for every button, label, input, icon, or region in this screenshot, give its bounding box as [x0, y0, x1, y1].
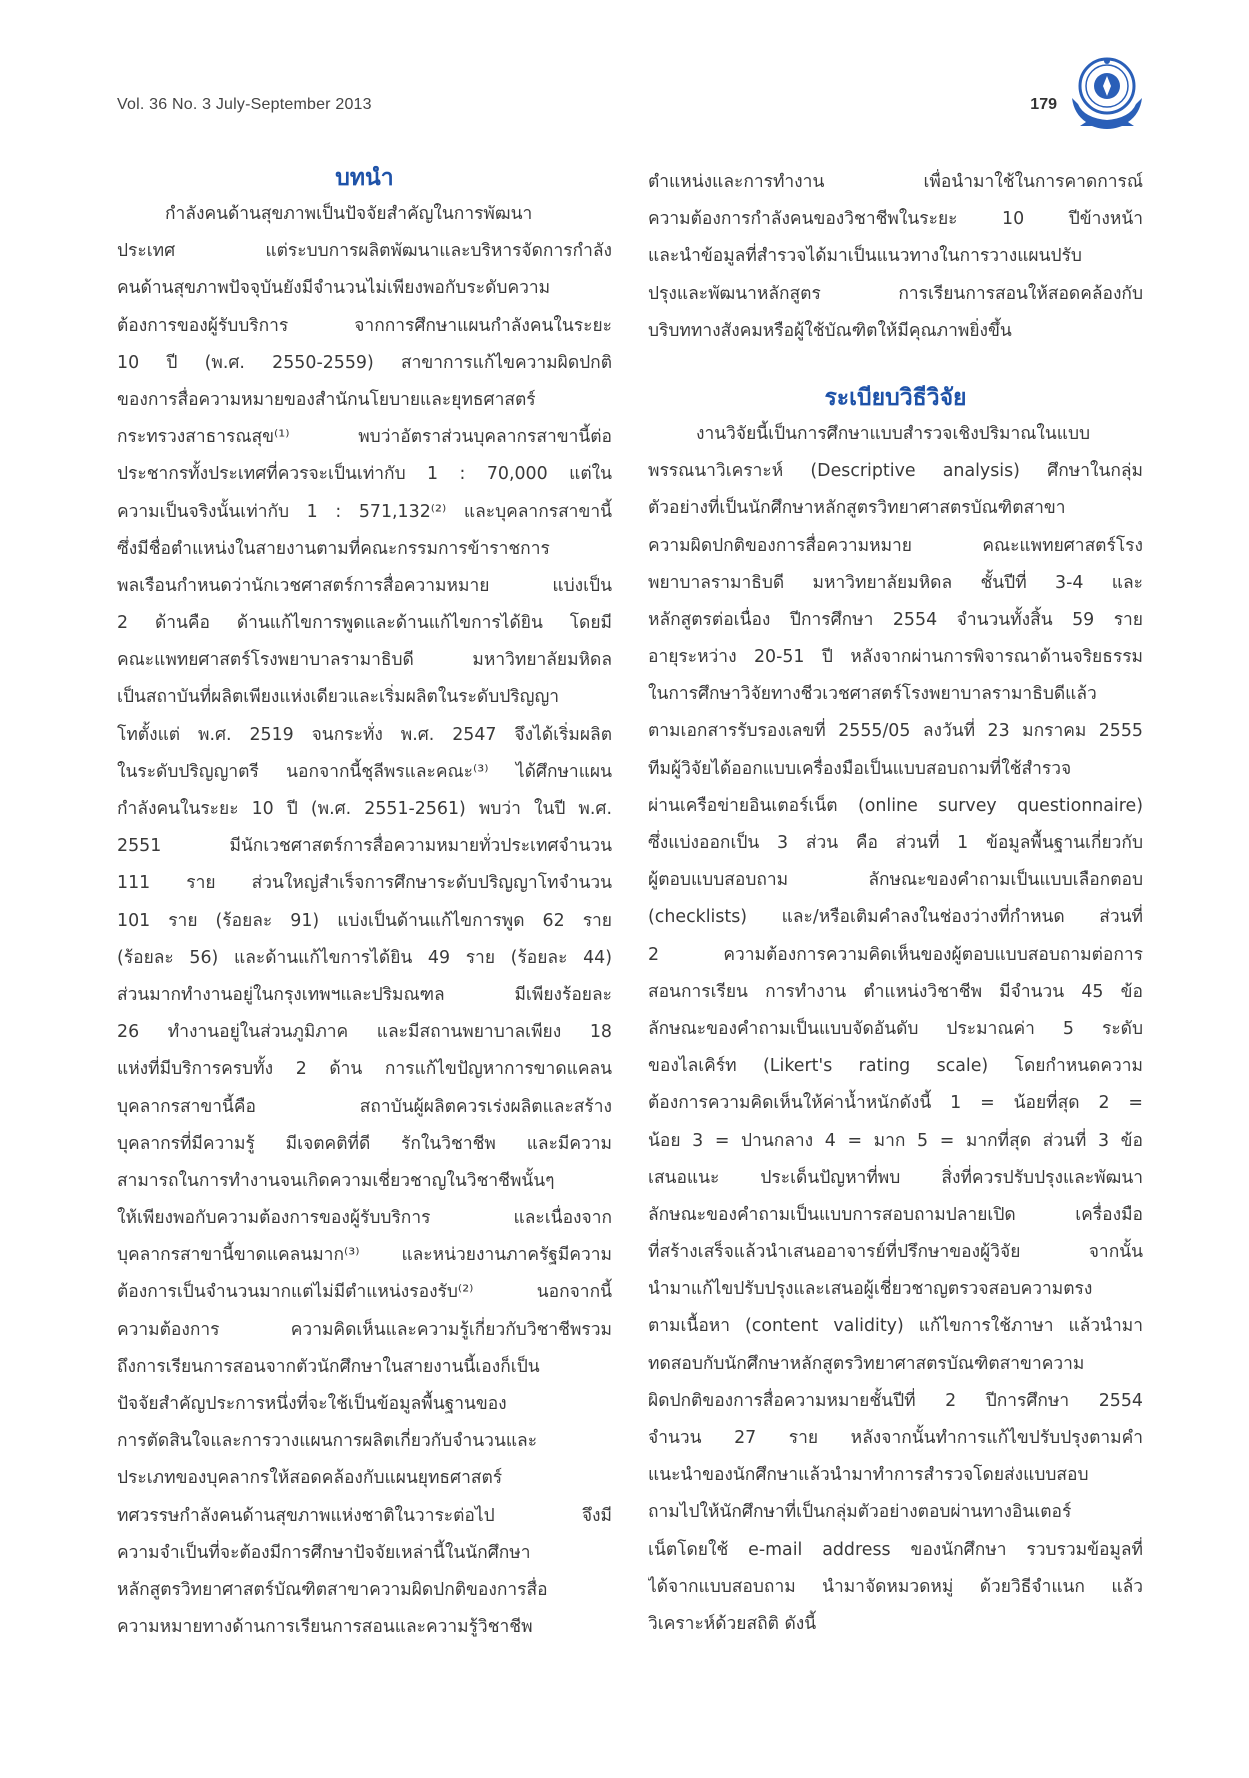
page-header	[117, 92, 1057, 132]
text-line: แห่งที่มีบริการครบทั้ง 2 ด้าน การแก้ไขปัญหาการขาดแคลน	[117, 1059, 612, 1080]
text-line: น้อย 3 = ปานกลาง 4 = มาก 5 = มากที่สุด ส่วนที่ 3 ข้อ	[648, 1130, 1143, 1151]
text-line: ความผิดปกติของการสื่อความหมาย คณะแพทยศาสตร์โรง	[648, 535, 1143, 556]
text-line: ผ่านเครือข่ายอินเตอร์เน็ต (online survey questionnaire)	[648, 795, 1143, 816]
text-line: กำลังคนด้านสุขภาพเป็นปัจจัยสำคัญในการพัฒนา	[165, 204, 533, 224]
text-line: 2 ความต้องการความคิดเห็นของผู้ตอบแบบสอบถามต่อการ	[648, 944, 1143, 965]
text-line: ทีมผู้วิจัยได้ออกแบบเครื่องมือเป็นแบบสอบถามที่ใช้สำรวจ	[648, 758, 1072, 779]
journal-citation: Vol. 36 No. 3 July-September 2013	[117, 96, 372, 113]
text-line: (ร้อยละ 56) และด้านแก้ไขการได้ยิน 49 ราย (ร้อยละ 44)	[117, 947, 612, 968]
text-line: สอนการเรียน การทำงาน ตำแหน่งวิชาชีพ มีจำนวน 45 ข้อ	[648, 981, 1143, 1002]
page-number: 179	[1030, 96, 1057, 113]
text-line: 111 ราย ส่วนใหญ่สำเร็จการศึกษาระดับปริญญาโทจำนวน	[117, 873, 612, 894]
text-line: ได้จากแบบสอบถาม นำมาจัดหมวดหมู่ ด้วยวิธีจำแนก แล้ว	[648, 1576, 1143, 1597]
text-line: อายุระหว่าง 20-51 ปี หลังจากผ่านการพิจารณาด้านจริยธรรม	[648, 647, 1143, 668]
text-line: ผิดปกติของการสื่อความหมายชั้นปีที่ 2 ปีการศึกษา 2554	[648, 1390, 1143, 1411]
text-line: ตัวอย่างที่เป็นนักศึกษาหลักสูตรวิทยาศาสตรบัณฑิตสาขา	[648, 498, 1066, 519]
text-line: แนะนำของนักศึกษาแล้วนำมาทำการสำรวจโดยส่งแบบสอบ	[648, 1465, 1089, 1486]
text-line: ของการสื่อความหมายของสำนักนโยบายและยุทธศาสตร์	[117, 389, 536, 410]
text-line: ซึ่งมีชื่อตำแหน่งในสายงานตามที่คณะกรรมการข้าราชการ	[117, 538, 550, 559]
text-line: โทตั้งแต่ พ.ศ. 2519 จนกระทั่ง พ.ศ. 2547 จึงได้เริ่มผลิต	[117, 724, 612, 745]
text-line: ต้องการความคิดเห็นให้ค่าน้ำหนักดังนี้ 1 = น้อยที่สุด 2 =	[648, 1093, 1143, 1114]
text-line: ถามไปให้นักศึกษาที่เป็นกลุ่มตัวอย่างตอบผ่านทางอินเตอร์	[648, 1502, 1072, 1523]
text-line: พยาบาลรามาธิบดี มหาวิทยาลัยมหิดล ชั้นปีที่ 3-4 และ	[648, 572, 1143, 593]
left-column	[117, 160, 612, 1646]
text-line: วิเคราะห์ด้วยสถิติ ดังนี้	[648, 1613, 817, 1634]
text-line: บุคลากรสาขานี้ขาดแคลนมาก⁽³⁾ และหน่วยงานภาครัฐมีความ	[117, 1245, 612, 1266]
text-line: บุคลากรที่มีความรู้ มีเจตคติที่ดี รักในวิชาชีพ และมีความ	[117, 1133, 612, 1154]
text-line: บุคลากรสาขานี้คือ สถาบันผู้ผลิตควรเร่งผลิตและสร้าง	[117, 1096, 612, 1117]
text-line: ตามเอกสารรับรองเลขที่ 2555/05 ลงวันที่ 23 มกราคม 2555	[648, 721, 1143, 742]
text-line: คนด้านสุขภาพปัจจุบันยังมีจำนวนไม่เพียงพอกับระดับความ	[117, 278, 551, 299]
text-line: 2 ด้านคือ ด้านแก้ไขการพูดและด้านแก้ไขการได้ยิน โดยมี	[117, 613, 612, 634]
text-line: ประชากรทั้งประเทศที่ควรจะเป็นเท่ากับ 1 : 70,000 แต่ใน	[117, 464, 612, 485]
introduction-heading: บทนำ	[335, 165, 394, 191]
text-line: ส่วนมากทำงานอยู่ในกรุงเทพฯและปริมณฑล มีเพียงร้อยละ	[117, 984, 612, 1005]
text-line: หลักสูตรต่อเนื่อง ปีการศึกษา 2554 จำนวนทั้งสิ้น 59 ราย	[648, 609, 1143, 630]
text-line: ทศวรรษกำลังคนด้านสุขภาพแห่งชาติในวาระต่อไป จึงมี	[117, 1505, 612, 1526]
methods-text	[648, 416, 1143, 1643]
university-seal-icon	[1066, 52, 1148, 130]
text-line: ความเป็นจริงนั้นเท่ากับ 1 : 571,132⁽²⁾ และบุคลากรสาขานี้	[117, 501, 612, 522]
text-line: ในการศึกษาวิจัยทางชีวเวชศาสตร์โรงพยาบาลรามาธิบดีแล้ว	[648, 684, 1097, 705]
text-line: 26 ทำงานอยู่ในส่วนภูมิภาค และมีสถานพยาบาลเพียง 18	[117, 1022, 612, 1043]
text-line: ถึงการเรียนการสอนจากตัวนักศึกษาในสายงานนี้เองก็เป็น	[117, 1356, 540, 1377]
text-line: หลักสูตรวิทยาศาสตร์บัณฑิตสาขาความผิดปกติของการสื่อ	[117, 1579, 548, 1600]
text-line: บริบททางสังคมหรือผู้ใช้บัณฑิตให้มีคุณภาพยิ่งขึ้น	[648, 320, 1012, 341]
text-line: งานวิจัยนี้เป็นการศึกษาแบบสำรวจเชิงปริมาณในแบบ	[696, 423, 1091, 444]
introduction-text	[117, 196, 612, 1646]
text-line: ต้องการของผู้รับบริการ จากการศึกษาแผนกำลังคนในระยะ	[117, 315, 612, 336]
text-line: นำมาแก้ไขปรับปรุงและเสนอผู้เชี่ยวชาญตรวจสอบความตรง	[648, 1279, 1093, 1300]
text-line: เน็ตโดยใช้ e-mail address ของนักศึกษา รวบรวมข้อมูลที่	[648, 1539, 1143, 1560]
text-line: ความต้องการ ความคิดเห็นและความรู้เกี่ยวกับวิชาชีพรวม	[117, 1319, 612, 1340]
text-line: จำนวน 27 ราย หลังจากนั้นทำการแก้ไขปรับปรุงตามคำ	[648, 1428, 1143, 1448]
text-line: เป็นสถาบันที่ผลิตเพียงแห่งเดียวและเริ่มผลิตในระดับปริญญา	[117, 687, 560, 708]
text-line: พลเรือนกำหนดว่านักเวชศาสตร์การสื่อความหมาย แบ่งเป็น	[117, 575, 612, 596]
text-line: ปัจจัยสำคัญประการหนึ่งที่จะใช้เป็นข้อมูลพื้นฐานของ	[117, 1394, 507, 1414]
text-line: สามารถในการทำงานจนเกิดความเชี่ยวชาญในวิชาชีพนั้นๆ	[117, 1170, 555, 1191]
text-line: ให้เพียงพอกับความต้องการของผู้รับบริการ และเนื่องจาก	[117, 1208, 612, 1229]
text-line: คณะแพทยศาสตร์โรงพยาบาลรามาธิบดี มหาวิทยาลัยมหิดล	[117, 650, 612, 671]
text-line: 2551 มีนักเวชศาสตร์การสื่อความหมายทั่วประเทศจำนวน	[117, 836, 612, 857]
text-line: ในระดับปริญญาตรี นอกจากนี้ชุลีพรและคณะ⁽³⁾ ได้ศึกษาแผน	[117, 761, 612, 782]
text-line: พรรณนาวิเคราะห์ (Descriptive analysis) ศึกษาในกลุ่ม	[648, 461, 1143, 482]
text-line: ประเทศ แต่ระบบการผลิตพัฒนาและบริหารจัดการกำลัง	[117, 241, 612, 262]
text-line: กำลังคนในระยะ 10 ปี (พ.ศ. 2551-2561) พบว่า ในปี พ.ศ.	[117, 799, 612, 819]
text-line: ทดสอบกับนักศึกษาหลักสูตรวิทยาศาสตรบัณฑิตสาขาความ	[648, 1353, 1085, 1374]
text-line: ลักษณะของคำถามเป็นแบบจัดอันดับ ประมาณค่า 5 ระดับ	[648, 1018, 1143, 1039]
text-line: การตัดสินใจและการวางแผนการผลิตเกี่ยวกับจำนวนและ	[117, 1431, 538, 1452]
text-line: 10 ปี (พ.ศ. 2550-2559) สาขาการแก้ไขความผิดปกติ	[117, 352, 612, 373]
text-line: ความจำเป็นที่จะต้องมีการศึกษาปัจจัยเหล่านี้ในนักศึกษา	[117, 1542, 531, 1563]
methods-heading: ระเบียบวิธีวิจัย	[824, 384, 967, 411]
text-line: ปรุงและพัฒนาหลักสูตร การเรียนการสอนให้สอดคล้องกับ	[648, 283, 1143, 304]
text-line: ของไลเคิร์ท (Likert's rating scale) โดยกำหนดความ	[648, 1056, 1143, 1077]
text-line: ความหมายทางด้านการเรียนการสอนและความรู้วิชาชีพ	[117, 1617, 533, 1638]
text-line: 101 ราย (ร้อยละ 91) แบ่งเป็นด้านแก้ไขการพูด 62 ราย	[117, 910, 612, 931]
right-column	[648, 164, 1143, 1643]
text-line: (checklists) และ/หรือเติมคำลงในช่องว่างที่กำหนด ส่วนที่	[648, 907, 1143, 928]
text-line: กระทรวงสาธารณสุข⁽¹⁾ พบว่าอัตราส่วนบุคลากรสาขานี้ต่อ	[117, 427, 612, 448]
text-line: และนำข้อมูลที่สำรวจได้มาเป็นแนวทางในการวางแผนปรับ	[648, 246, 1082, 267]
text-line: ต้องการเป็นจำนวนมากแต่ไม่มีตำแหน่งรองรับ⁽²⁾ นอกจากนี้	[117, 1282, 612, 1303]
introduction-continued-text	[648, 164, 1143, 350]
text-line: ประเภทของบุคลากรให้สอดคล้องกับแผนยุทธศาสตร์	[117, 1468, 503, 1489]
text-line: ผู้ตอบแบบสอบถาม ลักษณะของคำถามเป็นแบบเลือกตอบ	[648, 870, 1143, 891]
text-line: ที่สร้างเสร็จแล้วนำเสนออาจารย์ที่ปรึกษาของผู้วิจัย จากนั้น	[648, 1242, 1143, 1263]
text-line: ซึ่งแบ่งออกเป็น 3 ส่วน คือ ส่วนที่ 1 ข้อมูลพื้นฐานเกี่ยวกับ	[648, 833, 1143, 853]
text-line: ความต้องการกำลังคนของวิชาชีพในระยะ 10 ปีข้างหน้า	[648, 209, 1143, 230]
text-line: ตำแหน่งและการทำงาน เพื่อนำมาใช้ในการคาดการณ์	[648, 172, 1143, 192]
text-line: ตามเนื้อหา (content validity) แก้ไขการใช้ภาษา แล้วนำมา	[648, 1316, 1143, 1337]
text-line: ลักษณะของคำถามเป็นแบบการสอบถามปลายเปิด เครื่องมือ	[648, 1204, 1143, 1225]
text-line: เสนอแนะ ประเด็นปัญหาที่พบ สิ่งที่ควรปรับปรุงและพัฒนา	[648, 1167, 1143, 1188]
